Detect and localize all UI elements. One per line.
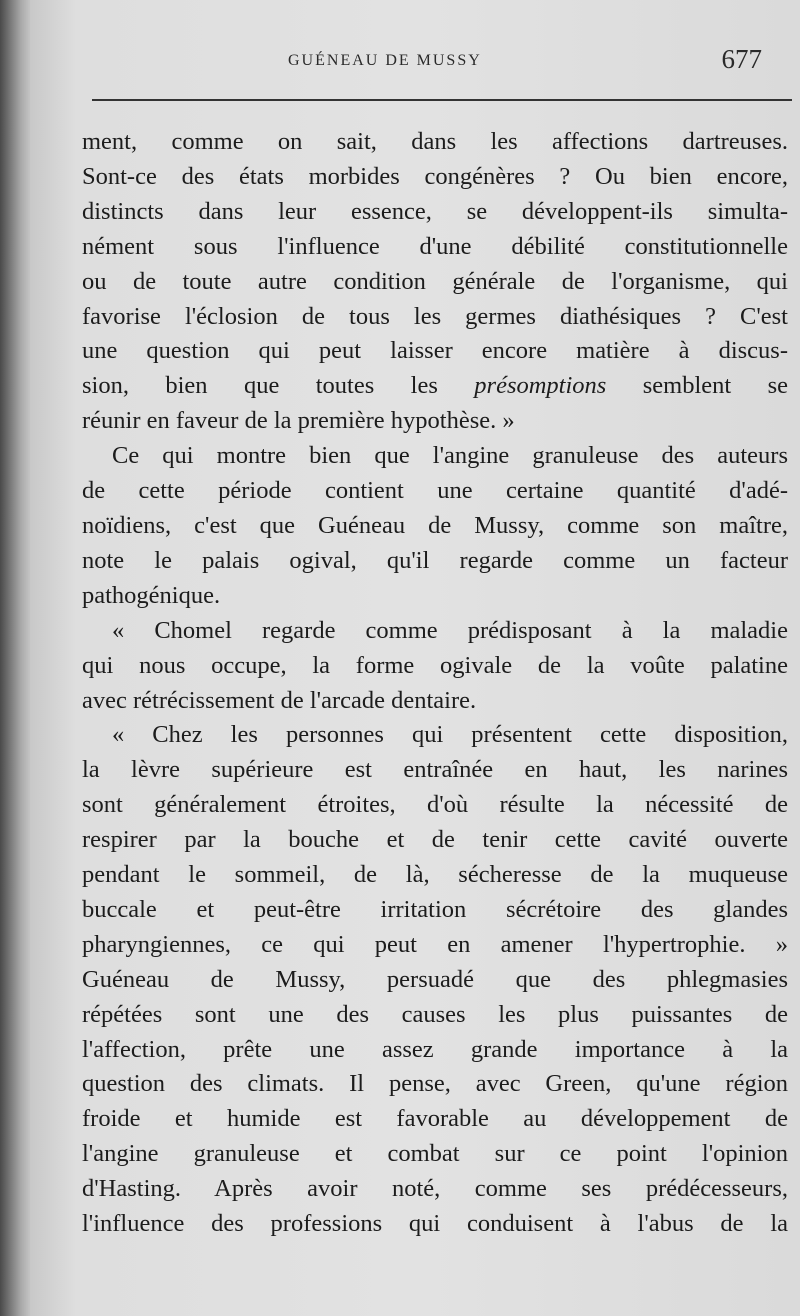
text-line: la lèvre supérieure est entraînée en haut, les narines [82, 756, 788, 784]
paragraph-start-line: Ce qui montre bien que l'angine granuleuse des auteurs [112, 442, 788, 470]
text-line: l'affection, prête une assez grande importance à la [82, 1035, 788, 1063]
running-head: GUÉNEAU DE MUSSY [288, 52, 482, 69]
text-line-with-italic [82, 369, 788, 404]
header-rule [92, 99, 792, 101]
text-line: froide et humide est favorable au développement de [82, 1105, 788, 1133]
text-line: question des climats. Il pense, avec Green, qu'une région [82, 1070, 788, 1098]
text-line: une question qui peut laisser encore matière à discus- [82, 337, 788, 365]
paragraph-start-line: « Chomel regarde comme prédisposant à la maladie [112, 616, 788, 644]
book-page [30, 0, 800, 1316]
text-line: pharyngiennes, ce qui peut en amener l'hypertrophie. » [82, 930, 788, 958]
text-line: Sont-ce des états morbides congénères ? Ou bien encore, [82, 162, 788, 190]
text-line: pathogénique. [82, 581, 221, 609]
book-binding-edge [0, 0, 30, 1316]
text-line: favorise l'éclosion de tous les germes diathésiques ? C'est [82, 302, 788, 330]
text-line: l'influence des professions qui conduisent à l'abus de la [82, 1210, 788, 1238]
text-line: avec rétrécissement de l'arcade dentaire. [82, 686, 477, 714]
text-line: sont généralement étroites, d'où résulte la nécessité de [82, 791, 788, 819]
text-line: pendant le sommeil, de là, sécheresse de la muqueuse [82, 861, 788, 889]
text-line: l'angine granuleuse et combat sur ce point l'opinion [82, 1140, 788, 1168]
text-line: ou de toute autre condition générale de l'organisme, qui [82, 267, 788, 295]
body-text [82, 125, 788, 1242]
text-line: noïdiens, c'est que Guéneau de Mussy, comme son maître, [82, 511, 788, 539]
italic-word: présomptions [474, 372, 607, 400]
text-line: nément sous l'influence d'une débilité constitutionnelle [82, 232, 788, 260]
text-line: note le palais ogival, qu'il regarde comme un facteur [82, 546, 788, 574]
text-line: Guéneau de Mussy, persuadé que des phlegmasies [82, 965, 788, 993]
text-line: réunir en faveur de la première hypothèse. » [82, 407, 515, 435]
text-line: répétées sont une des causes les plus puissantes de [82, 1000, 788, 1028]
text-line: respirer par la bouche et de tenir cette cavité ouverte [82, 826, 788, 854]
text-line: de cette période contient une certaine quantité d'adé- [82, 477, 788, 505]
text-segment: semblent se [642, 372, 788, 400]
text-line: distincts dans leur essence, se développent-ils simulta- [82, 197, 788, 225]
text-line: buccale et peut-être irritation sécrétoire des glandes [82, 895, 788, 923]
text-segment: sion, bien que toutes les [82, 372, 438, 400]
text-line: ment, comme on sait, dans les affections dartreuses. [82, 128, 788, 155]
paragraph-start-line: « Chez les personnes qui présentent cette disposition, [112, 721, 788, 749]
text-line: d'Hasting. Après avoir noté, comme ses prédécesseurs, [82, 1175, 788, 1203]
page-number: 677 [721, 44, 762, 74]
text-line: qui nous occupe, la forme ogivale de la voûte palatine [82, 651, 788, 679]
